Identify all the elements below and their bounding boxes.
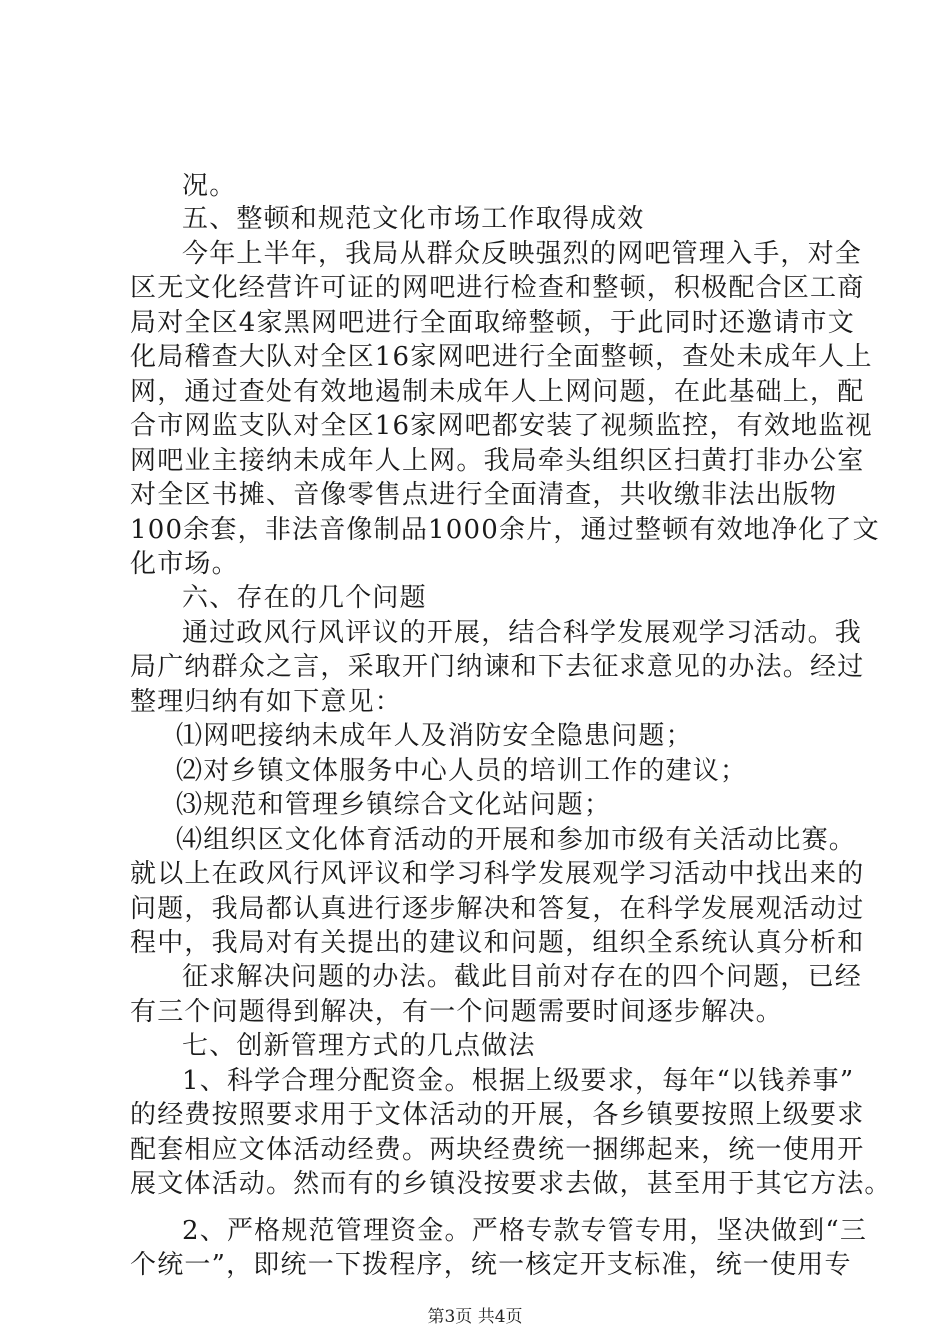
text-line: 配套相应文体活动经费。两块经费统一捆绑起来，统一使用开 [130,1135,865,1165]
text-line: 程中，我局对有关提出的建议和问题，组织全系统认真分析和 [130,928,865,958]
list-item: ⑷组织区文化体育活动的开展和参加市级有关活动比赛。 [176,825,857,855]
text-line: 的经费按照要求用于文体活动的开展，各乡镇要按照上级要求 [130,1100,865,1130]
text-line: 2、严格规范管理资金。严格专款专管专用，坚决做到“三 [182,1216,868,1246]
text-line: 整理归纳有如下意见： [130,687,403,717]
list-item: ⑴网吧接纳未成年人及消防安全隐患问题； [176,721,693,751]
text-line: 征求解决问题的办法。截此目前对存在的四个问题，已经 [182,962,863,992]
text-line: 展文体活动。然而有的乡镇没按要求去做，甚至用于其它方法。 [130,1169,892,1199]
text-line: 况。 [182,171,237,201]
text-line: 通过政风行风评议的开展，结合科学发展观学习活动。我 [182,618,863,648]
text-line: 100余套，非法音像制品1000余片，通过整顿有效地净化了文 [130,515,880,545]
text-line: 网，通过查处有效地遏制未成年人上网问题，在此基础上，配 [130,377,865,407]
text-line: 局对全区4家黑网吧进行全面取缔整顿，于此同时还邀请市文 [130,308,855,338]
text-line: 化市场。 [130,549,239,579]
text-line: 化局稽查大队对全区16家网吧进行全面整顿，查处未成年人上 [130,342,873,372]
text-line: 网吧业主接纳未成年人上网。我局牵头组织区扫黄打非办公室 [130,446,865,476]
section-heading: 七、创新管理方式的几点做法 [182,1031,536,1061]
text-line: 局广纳群众之言，采取开门纳谏和下去征求意见的办法。经过 [130,652,865,682]
text-line: 个统一”，即统一下拨程序，统一核定开支标准，统一使用专 [130,1250,852,1280]
text-line: 1、科学合理分配资金。根据上级要求，每年“以钱养事” [182,1066,855,1096]
list-item: ⑶规范和管理乡镇综合文化站问题； [176,790,612,820]
text-line: 有三个问题得到解决，有一个问题需要时间逐步解决。 [130,997,783,1027]
text-line: 就以上在政风行风评议和学习科学发展观学习活动中找出来的 [130,859,865,889]
text-line: 区无文化经营许可证的网吧进行检查和整顿，积极配合区工商 [130,273,865,303]
text-line: 合市网监支队对全区16家网吧都安装了视频监控，有效地监视 [130,411,873,441]
text-line: 问题，我局都认真进行逐步解决和答复，在科学发展观活动过 [130,894,865,924]
section-heading: 六、存在的几个问题 [182,583,427,613]
section-heading: 五、整顿和规范文化市场工作取得成效 [182,204,645,234]
text-line: 对全区书摊、音像零售点进行全面清查，共收缴非法出版物 [130,480,838,510]
page-footer: 第3页 共4页 [427,1307,523,1327]
text-line: 今年上半年，我局从群众反映强烈的网吧管理入手，对全 [182,239,863,269]
list-item: ⑵对乡镇文体服务中心人员的培训工作的建议； [176,756,748,786]
